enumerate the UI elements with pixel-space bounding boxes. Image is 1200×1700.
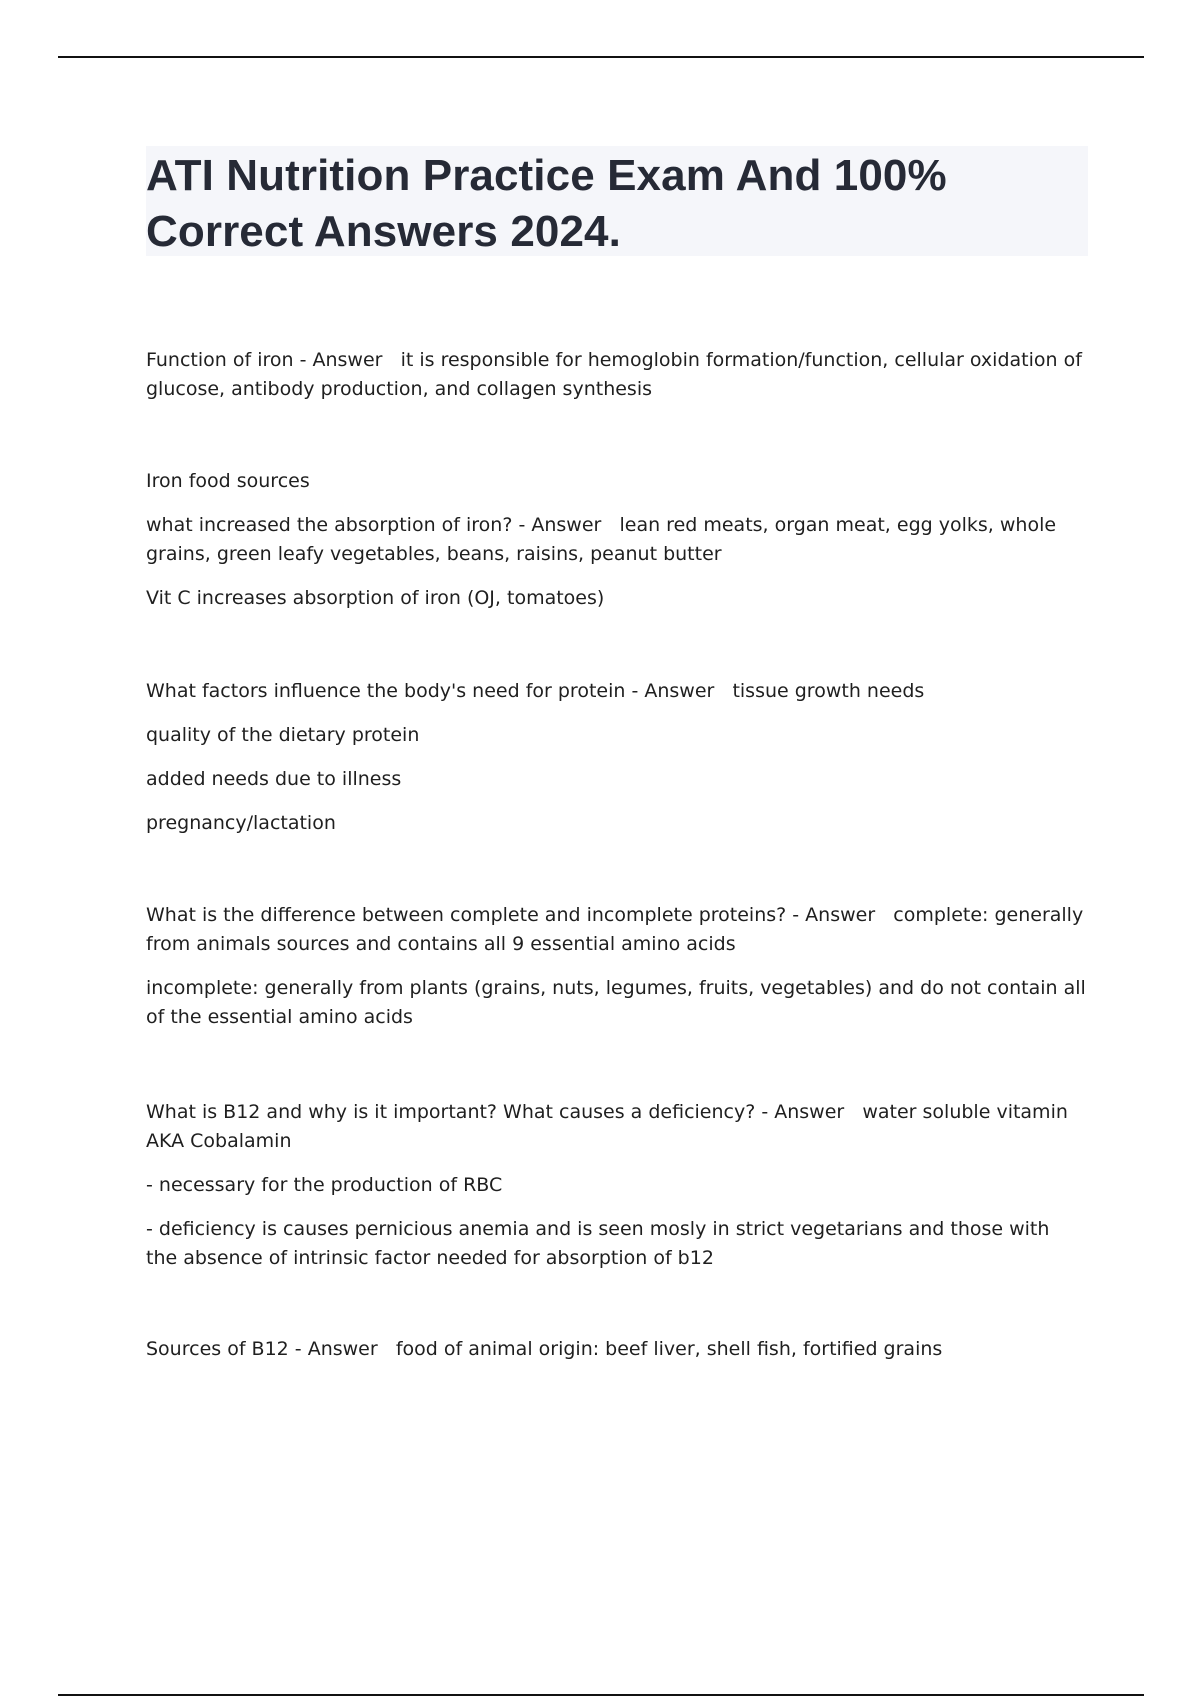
qa-line xyxy=(146,346,1086,404)
answer-separator: - Answer xyxy=(288,1338,396,1360)
answer-text: tissue growth needs xyxy=(732,680,925,702)
qa-block-b12-sources xyxy=(146,1335,1086,1364)
answer-separator: - Answer xyxy=(755,1101,863,1123)
answer-separator: - Answer xyxy=(512,514,620,536)
qa-line xyxy=(146,511,1086,569)
document-body xyxy=(146,346,1086,1426)
answer-text: complete: generally from animals sources and contains all 9 essential amino acids xyxy=(146,904,1084,955)
qa-block-iron-sources xyxy=(146,467,1086,613)
extra-line: added needs due to illness xyxy=(146,768,402,790)
qa-block-complete-proteins xyxy=(146,901,1086,1032)
answer-text: water soluble vitamin AKA Cobalamin xyxy=(146,1101,1068,1152)
top-divider xyxy=(58,56,1144,58)
answer-text: it is responsible for hemoglobin formation/function, cellular oxidation of glucose, antibody production, and collagen synthesis xyxy=(146,349,1082,400)
question-text: what increased the absorption of iron? xyxy=(146,514,513,536)
question-text: What is B12 and why is it important? What causes a deficiency? xyxy=(146,1101,756,1123)
pre-line: Iron food sources xyxy=(146,470,310,492)
extra-line: quality of the dietary protein xyxy=(146,724,420,746)
extra-line: Vit C increases absorption of iron (OJ, tomatoes) xyxy=(146,587,605,609)
answer-separator: - Answer xyxy=(625,680,733,702)
bottom-divider xyxy=(58,1694,1144,1696)
answer-text: lean red meats, organ meat, egg yolks, whole grains, green leafy vegetables, beans, raisins, peanut butter xyxy=(146,514,1057,565)
qa-line xyxy=(146,677,1086,706)
qa-line xyxy=(146,901,1086,959)
question-text: What factors influence the body's need for protein xyxy=(146,680,626,702)
extra-line: - deficiency is causes pernicious anemia and is seen mosly in strict vegetarians and those with the absence of intrinsic factor needed for absorption of b12 xyxy=(146,1218,1050,1269)
answer-separator: - Answer xyxy=(786,904,894,926)
question-text: Sources of B12 xyxy=(146,1338,289,1360)
question-text: What is the difference between complete and incomplete proteins? xyxy=(146,904,787,926)
qa-block-protein-needs xyxy=(146,677,1086,838)
page-title: ATI Nutrition Practice Exam And 100% Correct Answers 2024. xyxy=(146,151,947,256)
extra-line: incomplete: generally from plants (grains, nuts, legumes, fruits, vegetables) and do not contain all of the essential amino acids xyxy=(146,977,1086,1028)
qa-block-iron-function xyxy=(146,346,1086,404)
answer-separator: - Answer xyxy=(293,349,401,371)
extra-line: - necessary for the production of RBC xyxy=(146,1174,503,1196)
qa-block-b12 xyxy=(146,1098,1086,1273)
extra-line: pregnancy/lactation xyxy=(146,812,336,834)
question-text: Function of iron xyxy=(146,349,294,371)
qa-line xyxy=(146,1098,1086,1156)
qa-line xyxy=(146,1335,1086,1364)
answer-text: food of animal origin: beef liver, shell fish, fortified grains xyxy=(395,1338,943,1360)
